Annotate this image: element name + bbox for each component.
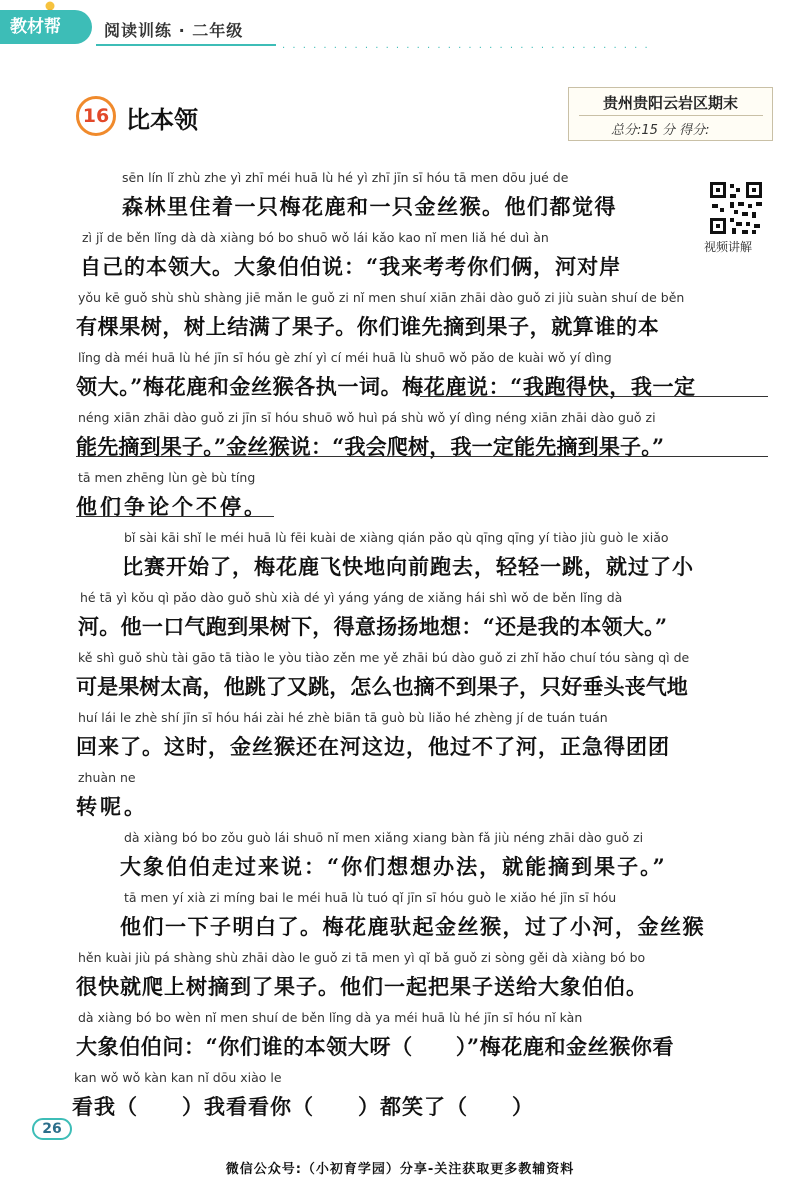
hanzi-line: 大象伯伯问：“你们谁的本领大呀（ ）”梅花鹿和金丝猴你看 <box>76 1034 675 1059</box>
pinyin-line: yǒu kē guǒ shù shù shàng jiē mǎn le guǒ zi nǐ men shuí xiān zhāi dào guǒ zi jiù suàn shuí de běn <box>78 290 685 305</box>
text-line <box>0 170 800 230</box>
hanzi-line: 看我（ ）我看看你（ ）都笑了（ ） <box>72 1094 534 1119</box>
pinyin-line: huí lái le zhè shí jīn sī hóu hái zài hé zhè biān tā guò bù liǎo hé zhèng jí de tuán tuán <box>78 710 608 725</box>
underline <box>420 396 768 397</box>
page-number-wrap <box>32 1112 74 1140</box>
qr-caption: 视频讲解 <box>704 240 753 254</box>
page-number: 26 <box>32 1118 72 1140</box>
hanzi-line: 可是果树太高，他跳了又跳，怎么也摘不到果子，只好垂头丧气地 <box>76 674 688 699</box>
hanzi-line: 他们一下子明白了。梅花鹿驮起金丝猴，过了小河，金丝猴 <box>120 914 705 939</box>
brand-tab: 教材帮 <box>0 10 92 44</box>
hanzi-line: 领大。”梅花鹿和金丝猴各执一词。梅花鹿说：“我跑得快，我一定 <box>76 374 696 399</box>
text-line <box>0 530 800 590</box>
series-title: 阅读训练 · 二年级 <box>104 21 244 40</box>
score-box <box>568 87 773 141</box>
text-line <box>0 830 800 890</box>
hanzi-line: 能先摘到果子。”金丝猴说：“我会爬树，我一定能先摘到果子。” <box>76 434 665 459</box>
hanzi-line: 回来了。这时，金丝猴还在河这边，他过不了河，正急得团团 <box>76 734 670 759</box>
hanzi-line: 比赛开始了，梅花鹿飞快地向前跑去，轻轻一跳，就过了小 <box>122 554 694 579</box>
pinyin-line: tā men zhēng lùn gè bù tíng <box>78 470 256 485</box>
lesson-number-badge: 16 <box>76 96 116 136</box>
score-total: 总分:15 分 得分: <box>611 123 710 138</box>
text-line <box>0 770 800 830</box>
pinyin-line: lǐng dà méi huā lù hé jīn sī hóu gè zhí yì cí méi huā lù shuō wǒ pǎo de kuài wǒ yí dìng <box>78 350 612 365</box>
exam-region: 贵州贵阳云岩区期末 <box>602 94 738 112</box>
pinyin-line: hěn kuài jiù pá shàng shù zhāi dào le guǒ zi tā men yì qǐ bǎ guǒ zi sòng gěi dà xiàng bó bo <box>78 950 646 965</box>
text-line <box>0 650 800 710</box>
pinyin-line: hé tā yì kǒu qì pǎo dào guǒ shù xià dé yì yáng yáng de xiǎng hái shì wǒ de běn lǐng dà <box>80 590 623 605</box>
text-line <box>0 890 800 950</box>
hanzi-line: 他们争论个不停。 <box>76 494 268 519</box>
pinyin-line: kě shì guǒ shù tài gāo tā tiào le yòu tiào zěn me yě zhāi bú dào guǒ zi zhǐ hǎo chuí tóu sàng qì de <box>78 650 690 665</box>
pinyin-line: bǐ sài kāi shǐ le méi huā lù fēi kuài de xiàng qián pǎo qù qīng qīng yí tiào jiù guò le xiǎo <box>124 530 669 545</box>
text-line <box>0 230 800 290</box>
text-line <box>0 470 800 530</box>
header-rule <box>96 44 276 46</box>
hanzi-line: 大象伯伯走过来说：“你们想想办法，就能摘到果子。” <box>120 854 667 879</box>
underline <box>76 456 768 457</box>
text-line <box>0 350 800 410</box>
page-header <box>0 0 800 54</box>
header-dots: · · · · · · · · · · · · · · · · · · · · · · · · · · · · · · · · · · · · <box>282 43 650 54</box>
pinyin-line: zì jǐ de běn lǐng dà dà xiàng bó bo shuō wǒ lái kǎo kao nǐ men liǎ hé duì àn <box>82 230 549 245</box>
pinyin-line: néng xiān zhāi dào guǒ zi jīn sī hóu shuō wǒ huì pá shù wǒ yí dìng néng xiān zhāi dào guǒ zi <box>78 410 656 425</box>
pinyin-line: sēn lín lǐ zhù zhe yì zhī méi huā lù hé yì zhī jīn sī hóu tā men dōu jué de <box>122 170 569 185</box>
text-line <box>0 590 800 650</box>
lesson-title: 比本领 <box>126 106 198 134</box>
pinyin-line: dà xiàng bó bo wèn nǐ men shuí de běn lǐng dà ya méi huā lù hé jīn sī hóu nǐ kàn <box>78 1010 583 1025</box>
hanzi-line: 有棵果树，树上结满了果子。你们谁先摘到果子，就算谁的本 <box>76 314 660 339</box>
hanzi-line: 很快就爬上树摘到了果子。他们一起把果子送给大象伯伯。 <box>76 974 648 999</box>
pinyin-line: dà xiàng bó bo zǒu guò lái shuō nǐ men xiǎng xiang bàn fǎ jiù néng zhāi dào guǒ zi <box>124 830 644 845</box>
footer-note: 微信公众号:（小初育学园）分享-关注获取更多教辅资料 <box>225 1162 575 1177</box>
hanzi-line: 转呢。 <box>76 794 148 819</box>
text-line <box>0 950 800 1010</box>
score-divider <box>579 115 763 116</box>
pinyin-line: tā men yí xià zi míng bai le méi huā lù tuó qǐ jīn sī hóu guò le xiǎo hé jīn sī hóu <box>124 890 617 905</box>
text-line <box>0 410 800 470</box>
text-line <box>0 1070 800 1130</box>
text-line <box>0 1010 800 1070</box>
hanzi-line: 自己的本领大。大象伯伯说：“我来考考你们俩，河对岸 <box>80 254 622 279</box>
text-line <box>0 710 800 770</box>
pinyin-line: kan wǒ wǒ kàn kan nǐ dōu xiào le <box>74 1070 282 1085</box>
hanzi-line: 河。他一口气跑到果树下，得意扬扬地想：“还是我的本领大。” <box>78 614 668 639</box>
hanzi-line: 森林里住着一只梅花鹿和一只金丝猴。他们都觉得 <box>122 194 617 219</box>
pinyin-line: zhuàn ne <box>78 770 136 785</box>
underline <box>76 516 274 517</box>
text-line <box>0 290 800 350</box>
